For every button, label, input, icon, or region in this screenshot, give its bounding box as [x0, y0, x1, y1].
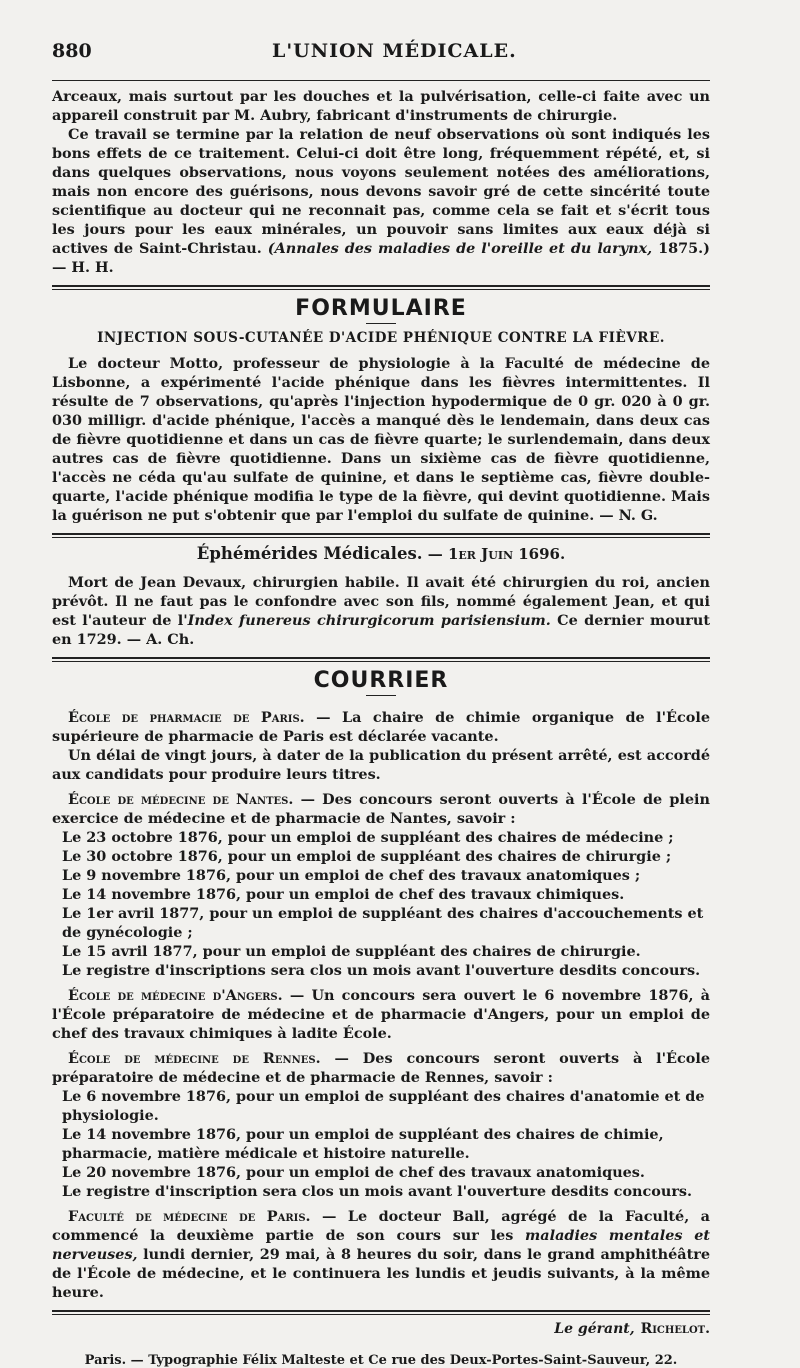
nantes-item: Le 9 novembre 1876, pour un emploi de chef des travaux anatomiques ; — [62, 867, 641, 884]
faculte-text-italic: maladies mentales et nerveuses, — [52, 1227, 710, 1263]
pharmacie-paris-paragraph — [52, 708, 710, 746]
faculte-text-end: lundi dernier, 29 mai, à 8 heures du soir, dans le grand amphithéâtre de l'École de médecine, et le continuera les lundis et jeudis suivants, à la même heure. — [52, 1246, 710, 1301]
section-divider — [52, 657, 710, 662]
pharmacie-paris-heading: École de pharmacie de Paris. — [68, 709, 305, 726]
pharmacie-paris-paragraph-2: Un délai de vingt jours, à dater de la publication du présent arrêté, est accordé aux candidats pour produire leurs titres. — [52, 747, 710, 783]
page-number: 880 — [52, 40, 92, 62]
ephemerides-body-italic: Index funereus chirurgicorum parisiensium. — [187, 612, 551, 629]
nantes-paragraph — [52, 790, 710, 828]
section-divider — [52, 533, 710, 538]
rennes-paragraph — [52, 1049, 710, 1087]
faculte-heading: Faculté de médecine de Paris. — [68, 1208, 311, 1225]
printer-line: Paris. — Typographie Félix Malteste et Ce rue des Deux-Portes-Saint-Sauveur, 22. — [84, 1353, 678, 1368]
page-header — [52, 40, 710, 78]
courrier-title-rule — [366, 695, 396, 696]
ephemerides-title: Éphémérides Médicales. — [196, 544, 423, 563]
ephemerides-heading — [52, 544, 710, 563]
formulaire-body: Le docteur Motto, professeur de physiologie à la Faculté de médecine de Lisbonne, a expérimenté l'acide phénique dans les fièvres intermittentes. Il résulte de 7 observations, qu'après l'injection hypodermique de 0 gr. 020 à 0 gr. 030 milligr. d'acide phénique, l'accès a manqué dès le lendemain, dans deux cas de fièvre quotidienne et dans un cas de fièvre quarte; le surlendemain, dans deux autres cas de fièvre quotidienne. Dans un sixième cas de fièvre quotidienne, l'accès ne céda qu'au sulfate de quinine, et dans le septième cas, fièvre double-quarte, l'acide phénique modifia le type de la fièvre, qui devint quotidienne. Mais la guérison ne put s'obtenir que par l'emploi du sulfate de quinine. — N. G. — [52, 355, 710, 524]
rennes-item: Le 14 novembre 1876, pour un emploi de suppléant des chaires de chimie, pharmacie, matière médicale et histoire naturelle. — [62, 1126, 664, 1162]
faculte-text-start: — Le docteur Ball, agrégé de la Faculté, a commencé la deuxième partie de son cours sur les — [52, 1208, 711, 1244]
angers-text: — Un concours sera ouvert le 6 novembre 1876, à l'École préparatoire de médecine et de pharmacie d'Angers, pour un emploi de chef des travaux chimiques à ladite École. — [52, 987, 711, 1042]
intro-citation-end: 1875.) — H. H. — [52, 240, 710, 276]
nantes-item: Le 14 novembre 1876, pour un emploi de chef des travaux chimiques. — [62, 886, 625, 903]
nantes-item: Le 23 octobre 1876, pour un emploi de suppléant des chaires de médecine ; — [62, 829, 674, 846]
pharmacie-paris-text: — La chaire de chimie organique de l'École supérieure de pharmacie de Paris est déclarée vacante. — [52, 709, 710, 745]
nantes-item: Le registre d'inscriptions sera clos un mois avant l'ouverture desdits concours. — [62, 962, 701, 979]
signature-name: Richelot. — [640, 1321, 710, 1337]
formulaire-title: FORMULAIRE — [295, 296, 467, 321]
intro-paragraph-1: Arceaux, mais surtout par les douches et la pulvérisation, celle-ci faite avec un appareil construit par M. Aubry, fabricant d'instruments de chirurgie. — [52, 88, 710, 124]
nantes-heading: École de médecine de Nantes. — [68, 791, 294, 808]
footer-signature — [52, 1321, 710, 1337]
nantes-item: Le 15 avril 1877, pour un emploi de suppléant des chaires de chirurgie. — [62, 943, 641, 960]
intro-paragraph-2 — [52, 125, 710, 277]
journal-title: L'UNION MÉDICALE. — [272, 40, 517, 62]
angers-heading: École de médecine d'Angers. — [68, 987, 283, 1004]
header-rule — [52, 80, 710, 81]
formulaire-subtitle: INJECTION SOUS-CUTANÉE D'ACIDE PHÉNIQUE CONTRE LA FIÈVRE. — [97, 330, 665, 346]
ephemerides-body-start: Mort de Jean Devaux, chirurgien habile. Il avait été chirurgien du roi, ancien prévôt. Il ne faut pas le confondre avec son fils, nommé également Jean, et qui est l'auteur de l' — [52, 574, 710, 629]
section-divider — [52, 285, 710, 290]
rennes-text: — Des concours seront ouverts à l'École préparatoire de médecine et de pharmacie de Rennes, savoir : — [52, 1050, 710, 1086]
footer-divider — [52, 1310, 710, 1315]
courrier-title: COURRIER — [313, 668, 449, 693]
intro-paragraph-2-text: Ce travail se termine par la relation de neuf observations où sont indiqués les bons effets de ce traitement. Celui-ci doit être long, fréquemment répété, et, si dans quelques observations, nous voyons seulement notées des améliorations, mais non encore des guérisons, nous devons savoir gré de cette sincérité toute scientifique au docteur qui ne reconnait pas, comme cela se fait et s'écrit tous les jours pour les eaux minérales, un pouvoir sans limites aux eaux déjà si actives de Saint-Christau. — [52, 126, 710, 257]
rennes-heading: École de médecine de Rennes. — [68, 1050, 321, 1067]
nantes-item: Le 1er avril 1877, pour un emploi de suppléant des chaires d'accouchements et de gynécologie ; — [62, 905, 704, 941]
ephemerides-date: — 1er Juin 1696. — [427, 545, 566, 563]
ephemerides-body-end: Ce dernier mourut en 1729. — A. Ch. — [52, 612, 710, 648]
rennes-item: Le 20 novembre 1876, pour un emploi de chef des travaux anatomiques. — [62, 1164, 645, 1181]
formulaire-title-rule — [366, 323, 396, 324]
nantes-text: — Des concours seront ouverts à l'École de plein exercice de médecine et de pharmacie de Nantes, savoir : — [52, 791, 710, 827]
signature-label: Le gérant, — [554, 1321, 635, 1337]
rennes-item: Le 6 novembre 1876, pour un emploi de suppléant des chaires d'anatomie et de physiologie. — [62, 1088, 705, 1124]
nantes-item: Le 30 octobre 1876, pour un emploi de suppléant des chaires de chirurgie ; — [62, 848, 672, 865]
intro-citation: (Annales des maladies de l'oreille et du larynx, — [267, 240, 653, 257]
angers-paragraph — [52, 986, 710, 1043]
rennes-item: Le registre d'inscription sera clos un mois avant l'ouverture desdits concours. — [62, 1183, 693, 1200]
faculte-paragraph — [52, 1207, 710, 1302]
ephemerides-body — [52, 573, 710, 649]
